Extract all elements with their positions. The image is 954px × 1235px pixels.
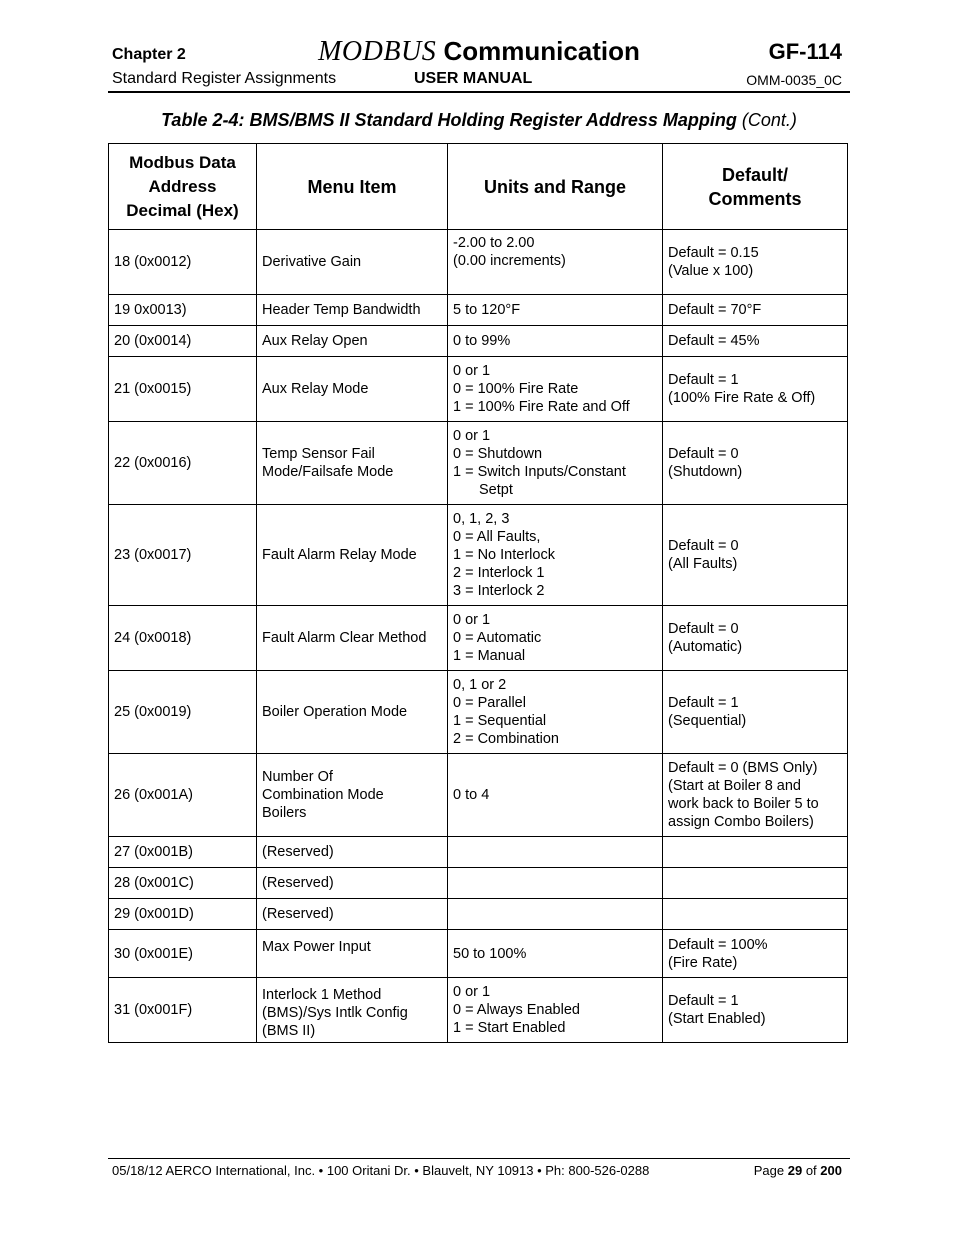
cell-menu	[257, 978, 448, 1043]
cell-line: Default = 0.15	[668, 245, 759, 261]
cell-line: Aux Relay Open	[262, 333, 368, 349]
page-label: Page	[753, 1163, 785, 1178]
cell-line: Default = 1	[668, 372, 739, 388]
cell-address: 29 (0x001D)	[109, 899, 257, 930]
cell-address: 25 (0x0019)	[109, 671, 257, 754]
cell-menu	[257, 326, 448, 357]
cell-line: 0, 1 or 2	[453, 677, 507, 693]
cell-line: Boilers	[262, 805, 307, 821]
header-bottom-row	[108, 70, 850, 92]
cell-address: 19 0x0013)	[109, 295, 257, 326]
cell-line: 1 = Switch Inputs/Constant	[453, 464, 626, 480]
cell-line: 0, 1, 2, 3	[453, 511, 510, 527]
table-row	[109, 671, 848, 754]
cell-line: 0 to 99%	[453, 333, 511, 349]
cell-units	[448, 930, 663, 978]
col-header-default-line: Comments	[708, 188, 802, 209]
cell-units	[448, 422, 663, 505]
cell-default	[663, 326, 848, 357]
title-communication: Communication	[443, 36, 640, 66]
footer-page-number	[754, 1163, 842, 1178]
cell-line: 0 = Always Enabled	[453, 1002, 580, 1018]
cell-default	[663, 671, 848, 754]
col-header-address	[109, 144, 257, 230]
table-row	[109, 230, 848, 295]
cell-line: 1 = Sequential	[453, 713, 547, 729]
header-row	[109, 144, 848, 230]
cell-line: Interlock 1 Method	[262, 987, 382, 1003]
cell-address: 31 (0x001F)	[109, 978, 257, 1043]
cell-default	[663, 357, 848, 422]
cell-line: 3 = Interlock 2	[453, 583, 545, 599]
cell-line: Derivative Gain	[262, 254, 362, 270]
table-row	[109, 295, 848, 326]
table-row	[109, 505, 848, 606]
cell-line: (Reserved)	[262, 844, 334, 860]
cell-address: 20 (0x0014)	[109, 326, 257, 357]
cell-units	[448, 671, 663, 754]
cell-line: Aux Relay Mode	[262, 381, 369, 397]
cell-line: 2 = Interlock 1	[453, 565, 545, 581]
cell-address: 24 (0x0018)	[109, 606, 257, 671]
cell-line: Fault Alarm Clear Method	[262, 630, 427, 646]
section-label: Standard Register Assignments	[112, 70, 337, 87]
cell-default	[663, 422, 848, 505]
cell-menu	[257, 930, 448, 978]
cell-line: 0 = All Faults,	[453, 529, 541, 545]
cell-line: (Start Enabled)	[668, 1011, 766, 1027]
page-footer	[108, 1158, 850, 1181]
document-title	[108, 36, 850, 68]
table-row	[109, 357, 848, 422]
cell-default	[663, 230, 848, 295]
table-row	[109, 422, 848, 505]
table-row	[109, 868, 848, 899]
table-row	[109, 930, 848, 978]
cell-menu	[257, 671, 448, 754]
header-rule	[108, 91, 850, 93]
cell-menu	[257, 899, 448, 930]
cell-units	[448, 868, 663, 899]
cell-line: 0 = Automatic	[453, 630, 542, 646]
cell-line: Default = 0 (BMS Only)	[668, 760, 818, 776]
cell-menu	[257, 295, 448, 326]
cell-line: (Fire Rate)	[668, 954, 738, 971]
cell-line: Default = 1	[668, 695, 739, 711]
cell-menu	[257, 357, 448, 422]
page-of: of	[805, 1163, 817, 1178]
page-current: 29	[787, 1163, 803, 1178]
cell-line: Number Of	[262, 769, 333, 785]
cell-default	[663, 899, 848, 930]
cell-line: Default = 45%	[668, 333, 760, 349]
cell-line: 0 to 4	[453, 787, 490, 803]
cell-line: 0 = Parallel	[453, 695, 526, 711]
cell-line: 2 = Combination	[453, 731, 559, 747]
cell-line: Header Temp Bandwidth	[262, 302, 421, 318]
cell-line: assign Combo Boilers)	[668, 814, 814, 830]
cell-line: (Start at Boiler 8 and	[668, 778, 801, 794]
cell-line: (100% Fire Rate & Off)	[668, 390, 816, 406]
col-header-address-line: Decimal (Hex)	[126, 200, 239, 220]
cell-units	[448, 230, 663, 295]
cell-default	[663, 754, 848, 837]
chapter-label: Chapter 2	[112, 46, 186, 63]
cell-line: 0 = Shutdown	[453, 446, 543, 462]
cell-menu	[257, 868, 448, 899]
cell-address: 21 (0x0015)	[109, 357, 257, 422]
cell-line: 1 = Start Enabled	[453, 1020, 566, 1036]
cell-units	[448, 837, 663, 868]
cell-units	[448, 326, 663, 357]
caption-main: Table 2-4: BMS/BMS II Standard Holding Register Address Mapping	[161, 110, 737, 130]
cell-line: Temp Sensor Fail	[262, 446, 375, 462]
cell-address: 18 (0x0012)	[109, 230, 257, 295]
cell-line: -2.00 to 2.00	[453, 235, 535, 251]
manual-label: USER MANUAL	[414, 70, 533, 87]
doc-number: GF-114	[768, 39, 842, 64]
cell-line: 0 or 1	[453, 612, 491, 628]
cell-line: (BMS)/Sys Intlk Config	[262, 1005, 408, 1021]
cell-default	[663, 837, 848, 868]
cell-units	[448, 606, 663, 671]
cell-line: 1 = 100% Fire Rate and Off	[453, 399, 630, 415]
col-header-address-line: Address	[148, 176, 217, 196]
table-row	[109, 837, 848, 868]
table-row	[109, 754, 848, 837]
cell-line: 5 to 120°F	[453, 302, 521, 318]
cell-line: Setpt	[479, 482, 513, 498]
cell-line: Default = 0	[668, 446, 739, 462]
cell-line: Default = 0	[668, 538, 739, 554]
cell-line: Default = 1	[668, 993, 739, 1009]
cell-address: 27 (0x001B)	[109, 837, 257, 868]
table-row	[109, 899, 848, 930]
cell-address: 26 (0x001A)	[109, 754, 257, 837]
cell-menu	[257, 754, 448, 837]
cell-line: (Sequential)	[668, 713, 747, 729]
cell-line: Fault Alarm Relay Mode	[262, 547, 417, 563]
cell-line: (Reserved)	[262, 906, 334, 922]
header-top-row	[108, 36, 850, 72]
cell-line: (Reserved)	[262, 875, 334, 891]
cell-address: 23 (0x0017)	[109, 505, 257, 606]
cell-menu	[257, 606, 448, 671]
cell-line: (Shutdown)	[668, 464, 743, 480]
table-row	[109, 326, 848, 357]
table-caption	[108, 110, 850, 131]
col-header-default	[663, 144, 848, 230]
cell-line: 1 = No Interlock	[453, 547, 555, 563]
cell-line: Boiler Operation Mode	[262, 704, 408, 720]
cell-line: (All Faults)	[668, 556, 738, 572]
cell-line: (0.00 increments)	[453, 253, 566, 269]
cell-units	[448, 899, 663, 930]
cell-address: 22 (0x0016)	[109, 422, 257, 505]
cell-default	[663, 868, 848, 899]
cell-line: (Automatic)	[668, 639, 743, 655]
cell-line: Max Power Input	[262, 939, 371, 955]
cell-line: Default = 100%	[668, 936, 768, 953]
cell-line: 50 to 100%	[453, 945, 527, 962]
cell-line: 0 = 100% Fire Rate	[453, 381, 579, 397]
cell-line: Default = 0	[668, 621, 739, 637]
cell-address: 30 (0x001E)	[109, 930, 257, 978]
cell-default	[663, 930, 848, 978]
cell-line: 0 or 1	[453, 428, 491, 444]
cell-line: Combination Mode	[262, 787, 384, 803]
col-header-menu: Menu Item	[257, 144, 448, 230]
cell-default	[663, 505, 848, 606]
cell-line: 0 or 1	[453, 363, 491, 379]
cell-default	[663, 295, 848, 326]
cell-line: Default = 70°F	[668, 302, 762, 318]
table-row	[109, 978, 848, 1043]
omm-number: OMM-0035_0C	[746, 72, 842, 88]
cell-menu	[257, 422, 448, 505]
cell-menu	[257, 230, 448, 295]
cell-menu	[257, 837, 448, 868]
footer-company-info: 05/18/12 AERCO International, Inc. • 100 Oritani Dr. • Blauvelt, NY 10913 • Ph: 800-526-0288	[112, 1163, 650, 1178]
cell-default	[663, 978, 848, 1043]
cell-default	[663, 606, 848, 671]
cell-units	[448, 754, 663, 837]
cell-units	[448, 505, 663, 606]
cell-units	[448, 295, 663, 326]
cell-address: 28 (0x001C)	[109, 868, 257, 899]
register-table	[108, 143, 848, 1043]
cell-units	[448, 357, 663, 422]
caption-suffix: (Cont.)	[741, 110, 797, 130]
cell-line: (BMS II)	[262, 1023, 316, 1039]
cell-line: Mode/Failsafe Mode	[262, 464, 394, 480]
table-body	[109, 230, 848, 1043]
title-modbus: MODBUS	[318, 36, 437, 67]
col-header-address-line: Modbus Data	[129, 152, 236, 172]
cell-line: (Value x 100)	[668, 263, 754, 279]
page-total: 200	[820, 1163, 842, 1178]
col-header-default-line: Default/	[721, 164, 788, 185]
cell-units	[448, 978, 663, 1043]
table-row	[109, 606, 848, 671]
cell-line: work back to Boiler 5 to	[668, 796, 819, 812]
page-header	[108, 36, 850, 94]
cell-menu	[257, 505, 448, 606]
cell-line: 1 = Manual	[453, 648, 526, 664]
cell-line: 0 or 1	[453, 984, 491, 1000]
col-header-units: Units and Range	[448, 144, 663, 230]
